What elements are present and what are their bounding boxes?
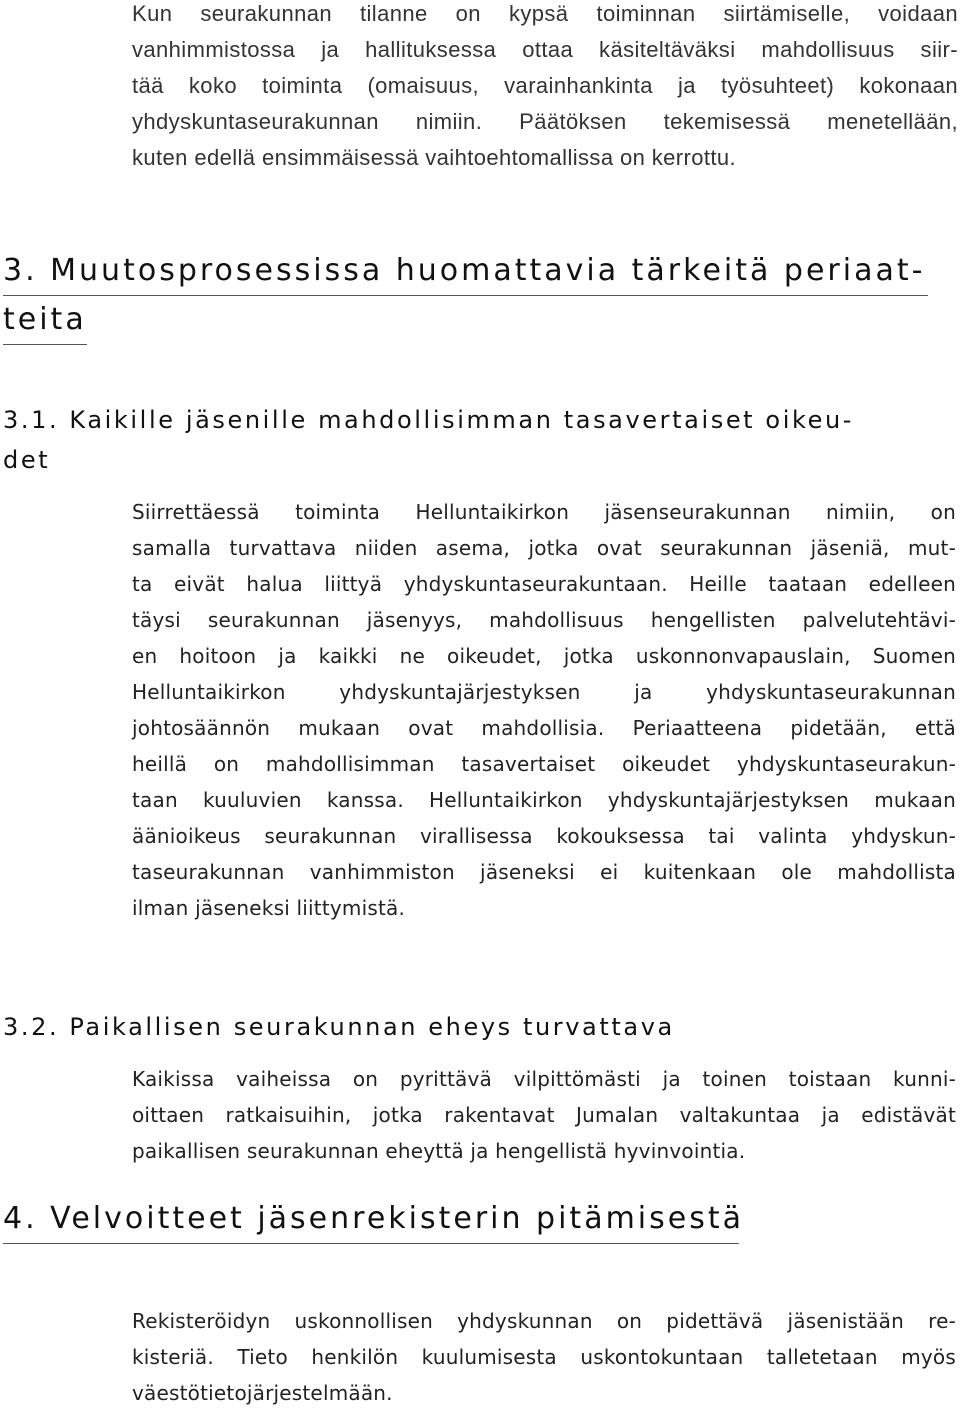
paragraph-line: en hoitoon ja kaikki ne oikeudet, jotka uskonnonvapauslain, Suomen [132, 644, 956, 668]
section-3-heading [3, 247, 928, 345]
paragraph-line: ilman jäseneksi liittymistä. [132, 896, 406, 920]
section-4-paragraph [132, 1303, 956, 1411]
section-3-1-heading-line: det [3, 446, 51, 474]
paragraph-line: kisteriä. Tieto henkilön kuulumisesta uskontokuntaan talletetaan myös [132, 1345, 956, 1369]
section-3-2-paragraph [132, 1061, 956, 1169]
paragraph-line: taan kuuluvien kanssa. Helluntaikirkon yhdyskuntajärjestyksen mukaan [132, 788, 956, 812]
paragraph-line: väestötietojärjestelmään. [132, 1381, 393, 1405]
paragraph-line: paikallisen seurakunnan eheyttä ja hengellistä hyvinvointia. [132, 1139, 746, 1163]
section-4-heading-line: 4. Velvoitteet jäsenrekisterin pitämisestä [3, 1195, 739, 1244]
paragraph-line: Rekisteröidyn uskonnollisen yhdyskunnan on pidettävä jäsenistään re- [132, 1309, 956, 1333]
section-3-1-heading [3, 400, 854, 480]
paragraph-line: taseurakunnan vanhimmiston jäseneksi ei kuitenkaan ole mahdollista [132, 860, 956, 884]
intro-line: kuten edellä ensimmäisessä vaihtoehtomallissa on kerrottu. [132, 145, 737, 170]
paragraph-line: äänioikeus seurakunnan virallisessa kokouksessa tai valinta yhdyskun- [132, 824, 956, 848]
section-4-heading [3, 1195, 744, 1244]
paragraph-line: Helluntaikirkon yhdyskuntajärjestyksen ja yhdyskuntaseurakunnan [132, 680, 956, 704]
paragraph-line: Kaikissa vaiheissa on pyrittävä vilpittömästi ja toinen toistaan kunni- [132, 1067, 956, 1091]
section-3-heading-line: 3. Muutosprosessissa huomattavia tärkeitä periaat- [3, 247, 928, 296]
intro-line: Kun seurakunnan tilanne on kypsä toiminnan siirtämiselle, voidaan [132, 1, 958, 26]
intro-paragraph [132, 0, 958, 176]
paragraph-line: täysi seurakunnan jäsenyys, mahdollisuus hengellisten palvelutehtävi- [132, 608, 956, 632]
paragraph-line: heillä on mahdollisimman tasavertaiset oikeudet yhdyskuntaseurakun- [132, 752, 956, 776]
paragraph-line: oittaen ratkaisuihin, jotka rakentavat Jumalan valtakuntaa ja edistävät [132, 1103, 956, 1127]
intro-line: tää koko toiminta (omaisuus, varainhankinta ja työsuhteet) kokonaan [132, 73, 958, 98]
section-3-2-heading-line: 3.2. Paikallisen seurakunnan eheys turvattava [3, 1013, 675, 1041]
intro-line: yhdyskuntaseurakunnan nimiin. Päätöksen tekemisessä menetellään, [132, 109, 958, 134]
section-3-1-heading-line: 3.1. Kaikille jäsenille mahdollisimman tasavertaiset oikeu- [3, 406, 855, 434]
paragraph-line: johtosäännön mukaan ovat mahdollisia. Periaatteena pidetään, että [132, 716, 956, 740]
paragraph-line: samalla turvattava niiden asema, jotka ovat seurakunnan jäseniä, mut- [132, 536, 956, 560]
intro-line: vanhimmistossa ja hallituksessa ottaa käsiteltäväksi mahdollisuus siir- [132, 37, 958, 62]
section-3-1-paragraph [132, 494, 956, 926]
paragraph-line: ta eivät halua liittyä yhdyskuntaseurakuntaan. Heille taataan edelleen [132, 572, 956, 596]
section-3-heading-line: teita [3, 296, 87, 345]
paragraph-line: Siirrettäessä toiminta Helluntaikirkon jäsenseurakunnan nimiin, on [132, 500, 956, 524]
section-3-2-heading [3, 1007, 675, 1047]
